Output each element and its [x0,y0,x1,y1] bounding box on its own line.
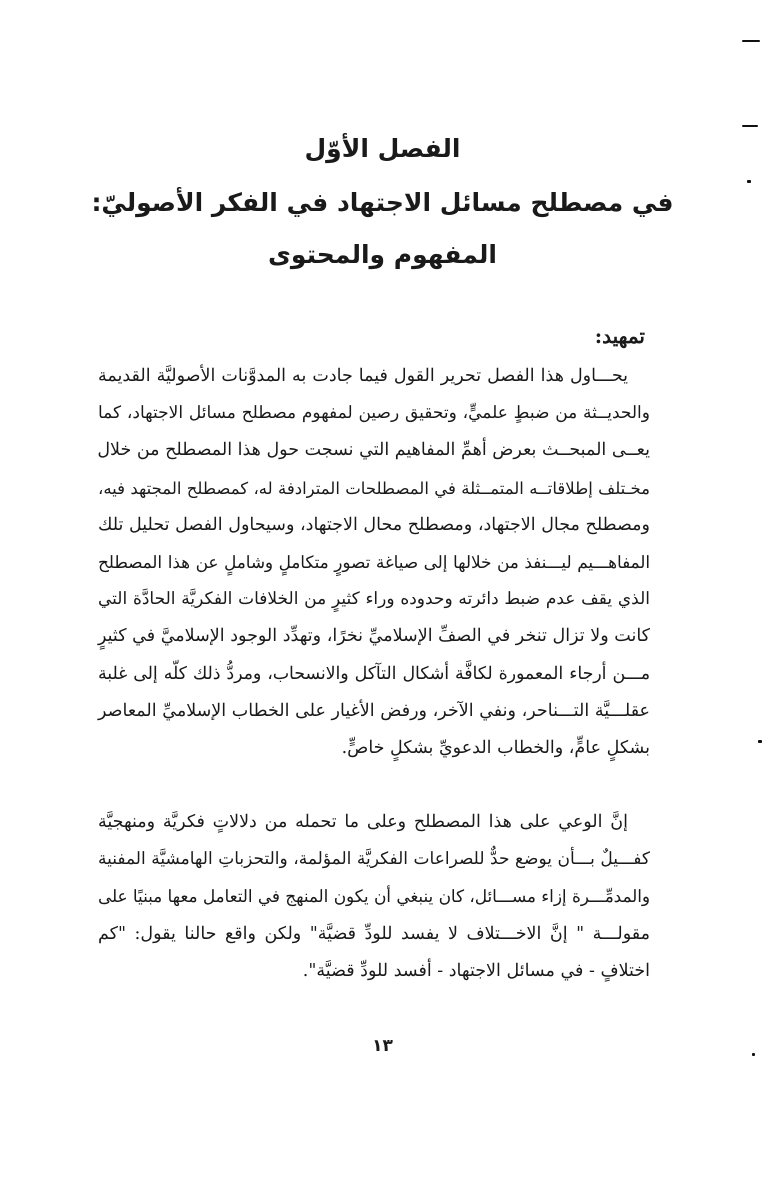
text-line: كفـــيلٌ بـــأن يوضع حدٌّ للصراعات الفكريَّة المؤلمة، والتحزباتِ الهامشيَّة المفنية [98,849,650,870]
scan-mark [747,180,751,183]
scan-mark [742,125,758,127]
text-line: والحديــثة من ضبطٍ علميٍّ، وتحقيق رصين لمفهوم مصطلح مسائل الاجتهاد، كما [98,403,650,424]
text-line: عقلـــيَّة التـــناحر، ونفي الآخر، ورفض الأغيار على الخطاب الإسلاميِّ المعاصر [98,700,650,721]
page-number: ١٣ [372,1036,393,1056]
chapter-subtitle: المفهوم والمحتوى [268,240,497,269]
scan-mark [758,740,762,743]
text-line: المفاهـــيم ليـــنفذ من خلالها إلى صياغة تصورٍ متكاملٍ وشاملٍ عن هذا المصطلح [98,551,650,572]
chapter-title: في مصطلح مسائل الاجتهاد في الفكر الأصوليّ: [91,188,674,217]
section-heading: تمهيد: [594,324,645,348]
text-line: إنَّ الوعي على هذا المصطلح وعلى ما تحمله من دلالاتٍ فكريَّة ومنهجيَّة [98,812,628,832]
text-line: والمدمِّـــرة إزاء مســـائل، كان ينبغي أن يكون المنهج في التعامل معها مبنيًا على [98,886,650,907]
paragraph-intro [98,358,650,767]
text-line: مقولـــة " إنَّ الاخـــتلاف لا يفسد للودِّ قضيَّة" ولكن واقع حالنا يقول: "كم [98,923,650,944]
text-line: الذي يقف عدم ضبط دائرته وحدوده وراء كثيرٍ من الخلافات الفكريَّة الحادَّة التي [98,589,650,610]
text-line: مخـتلف إطلاقاتــه المتمــثلة في المصطلحات المترادفة له، كمصطلح المجتهد فيه، [98,478,650,498]
chapter-number-title: الفصل الأوّل [304,134,461,163]
scan-mark [742,40,760,42]
text-line: ومصطلح مجال الاجتهاد، ومصطلح محال الاجتهاد، وسيحاول الفصل تحليل تلك [98,514,650,535]
text-line: مـــن أرجاء المعمورة لكافَّة أشكال التآكل والانسحاب، ومردُّ ذلك كلّه إلى غلبة [98,663,650,684]
text-line: يعــى المبحــث بعرض أهمِّ المفاهيم التي نسجت حول هذا المصطلح من خلال [97,440,650,461]
text-line: بشكلٍ عامٍّ، والخطاب الدعويِّ بشكلٍ خاصٍّ. [341,737,650,758]
text-line: كانت ولا تزال تنخر في الصفِّ الإسلاميِّ نخرًا، وتهدِّد الوجود الإسلاميَّ في كثيرٍ [98,626,650,647]
text-line: اختلافٍ - في مسائل الاجتهاد - أفسد للودِّ قضيَّة". [302,960,650,981]
paragraph-awareness [98,804,650,990]
text-line: يحـــاول هذا الفصل تحرير القول فيما جادت به المدوَّنات الأصوليَّة القديمة [98,366,628,386]
